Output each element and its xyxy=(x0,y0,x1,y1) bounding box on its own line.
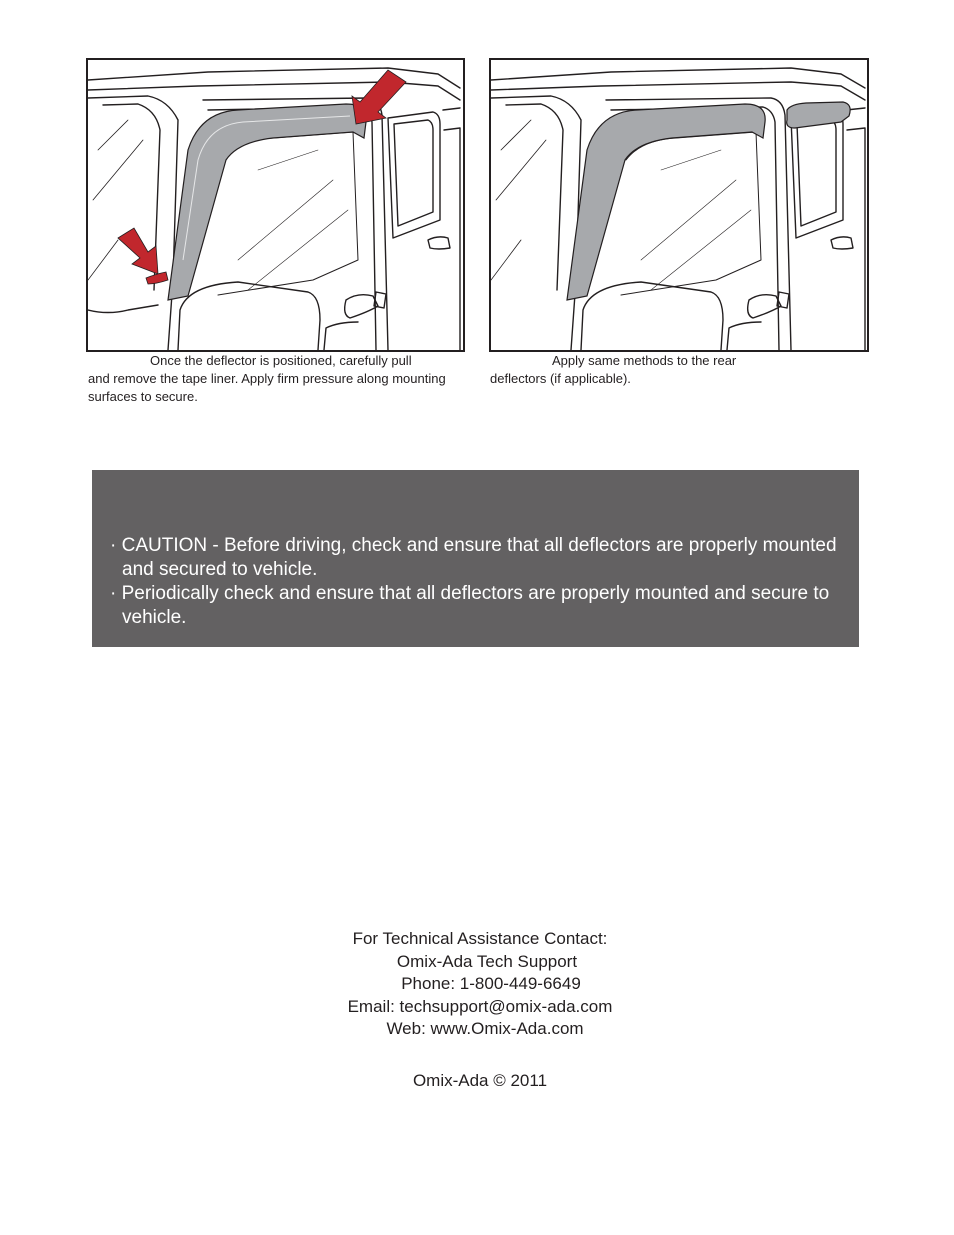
caption-1-rest: and remove the tape liner. Apply firm pressure along mounting surfaces to secure. xyxy=(88,371,446,404)
caption-2-first-line: Apply same methods to the rear xyxy=(552,353,737,368)
contact-company: Omix-Ada Tech Support xyxy=(396,951,578,971)
contact-phone: Phone: 1-800-449-6649 xyxy=(401,974,581,993)
figure-rear-deflector-install xyxy=(489,58,869,352)
caution-box xyxy=(92,470,859,647)
caption-2-rest: deflectors (if applicable). xyxy=(490,371,631,386)
front-door-illustration xyxy=(88,60,463,350)
figure-front-deflector-install xyxy=(86,58,465,352)
arrow-top-icon xyxy=(352,70,406,124)
caution-list xyxy=(110,534,840,630)
figure-1-caption xyxy=(88,352,468,406)
contact-web: Web: www.Omix-Ada.com xyxy=(386,1019,584,1038)
rear-deflector-shape xyxy=(787,102,850,128)
arrow-bottom-icon xyxy=(118,228,158,274)
caution-item: · CAUTION - Before driving, check and ensure that all deflectors are properly mounted and secured to vehicle. xyxy=(110,535,837,580)
deflector-shape xyxy=(168,104,366,300)
tech-support-contact xyxy=(300,928,660,1041)
rear-door-illustration xyxy=(491,60,867,350)
front-deflector-shape xyxy=(567,104,765,300)
contact-email: Email: techsupport@omix-ada.com xyxy=(347,996,613,1016)
tape-liner-icon xyxy=(146,272,168,284)
figure-2-caption xyxy=(490,352,810,388)
copyright: Omix-Ada © 2011 xyxy=(412,1071,548,1090)
caution-item: · Periodically check and ensure that all deflectors are properly mounted and secure to vehicle. xyxy=(110,583,830,628)
contact-heading: For Technical Assistance Contact: xyxy=(352,929,608,948)
caption-1-first-line: Once the deflector is positioned, carefully pull xyxy=(150,353,412,368)
